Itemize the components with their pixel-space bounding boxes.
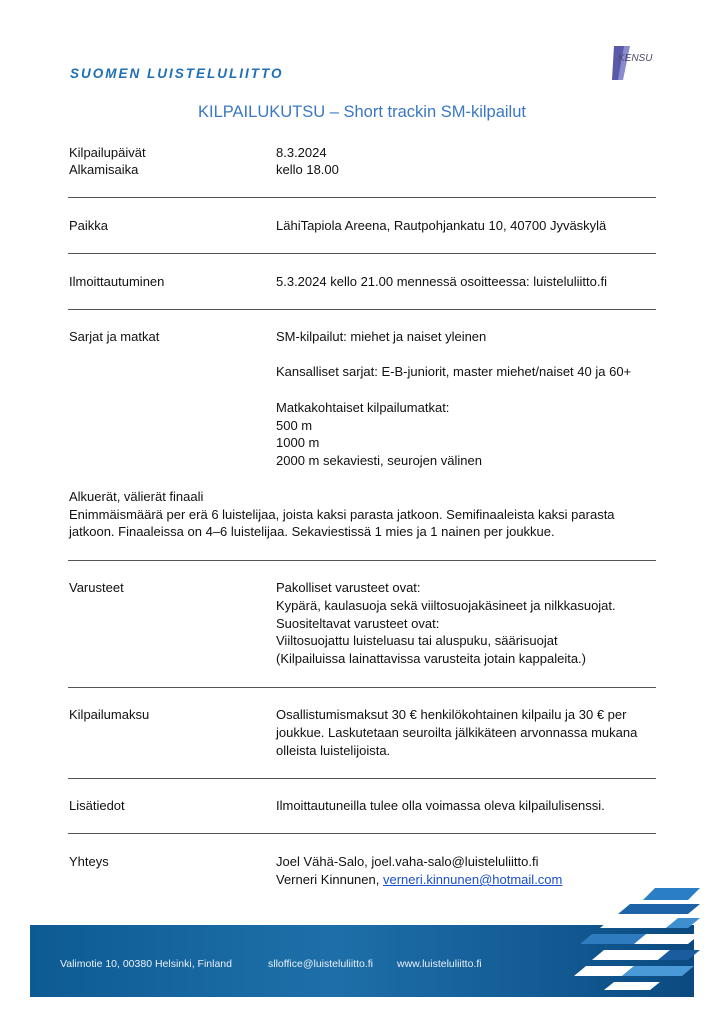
series-line: Matkakohtaiset kilpailumatkat: [276, 400, 450, 415]
fee-line: Osallistumismaksut 30 € henkilökohtainen kilpailu ja 30 € per [276, 707, 627, 722]
contact-line-1: Joel Vähä-Salo, joel.vaha-salo@luisteluliitto.fi [276, 854, 539, 869]
place-label: Paikka [69, 218, 109, 233]
heats-title: Alkuerät, välierät finaali [69, 489, 204, 504]
equipment-line: Viiltosuojattu luisteluasu tai aluspuku, säärisuojat [276, 633, 558, 648]
registration-label: Ilmoittautuminen [69, 274, 165, 289]
info-value: Ilmoittautuneilla tulee olla voimassa oleva kilpailulisenssi. [276, 798, 605, 813]
divider [68, 197, 656, 198]
footer-email: slloffice@luisteluliitto.fi [268, 958, 374, 970]
series-line: 1000 m [276, 435, 320, 450]
equipment-line: (Kilpailuissa lainattavissa varusteita jotain kappaleita.) [276, 651, 586, 666]
document-title: KILPAILUKUTSU – Short trackin SM-kilpailut [198, 103, 526, 121]
equipment-line: Suositeltavat varusteet ovat: [276, 616, 440, 631]
dates-label: Kilpailupäivät [69, 145, 146, 160]
equipment-label: Varusteet [69, 580, 124, 595]
kensu-logo [610, 44, 658, 82]
divider [68, 309, 656, 310]
decorative-stripes [560, 880, 710, 1000]
series-line: Kansalliset sarjat: E-B-juniorit, master miehet/naiset 40 ja 60+ [276, 364, 632, 379]
start-time-label: Alkamisaika [69, 162, 139, 177]
divider [68, 560, 656, 561]
series-line: 2000 m sekaviesti, seurojen välinen [276, 453, 482, 468]
contact-line-2 [276, 871, 562, 889]
footer-address: Valimotie 10, 00380 Helsinki, Finland [60, 958, 232, 970]
fee-line: olleista luistelijoista. [276, 743, 391, 758]
heats-text-line: jatkoon. Finaaleissa on 4–6 luistelijaa. Sekaviestissä 1 mies ja 1 nainen per joukkue. [69, 524, 555, 539]
logo-text: KENSU [618, 53, 653, 64]
divider [68, 687, 656, 688]
divider [68, 778, 656, 779]
registration-value: 5.3.2024 kello 21.00 mennessä osoitteessa: luisteluliitto.fi [276, 274, 607, 289]
equipment-line: Pakolliset varusteet ovat: [276, 580, 421, 595]
series-label: Sarjat ja matkat [69, 329, 160, 344]
footer-website: www.luisteluliitto.fi [397, 958, 482, 970]
organization-name: SUOMEN LUISTELULIITTO [70, 66, 284, 81]
place-value: LähiTapiola Areena, Rautpohjankatu 10, 40700 Jyväskylä [276, 218, 607, 233]
contact-2-name: Verneri Kinnunen, [276, 872, 383, 887]
divider [68, 253, 656, 254]
equipment-line: Kypärä, kaulasuoja sekä viiltosuojakäsineet ja nilkkasuojat. [276, 598, 616, 613]
heats-text-line: Enimmäismäärä per erä 6 luistelijaa, joista kaksi parasta jatkoon. Semifinaaleista kaksi parasta [69, 507, 615, 522]
info-label: Lisätiedot [69, 798, 125, 813]
series-line: SM-kilpailut: miehet ja naiset yleinen [276, 329, 487, 344]
fee-line: joukkue. Laskutetaan seuroilta jälkikäteen arvonnassa mukana [276, 725, 638, 740]
fee-label: Kilpailumaksu [69, 707, 150, 722]
start-time-value: kello 18.00 [276, 162, 339, 177]
contact-label: Yhteys [69, 854, 109, 869]
divider [68, 833, 656, 834]
dates-value: 8.3.2024 [276, 145, 327, 160]
contact-email-link[interactable]: verneri.kinnunen@hotmail.com [382, 872, 563, 887]
series-line: 500 m [276, 418, 313, 433]
